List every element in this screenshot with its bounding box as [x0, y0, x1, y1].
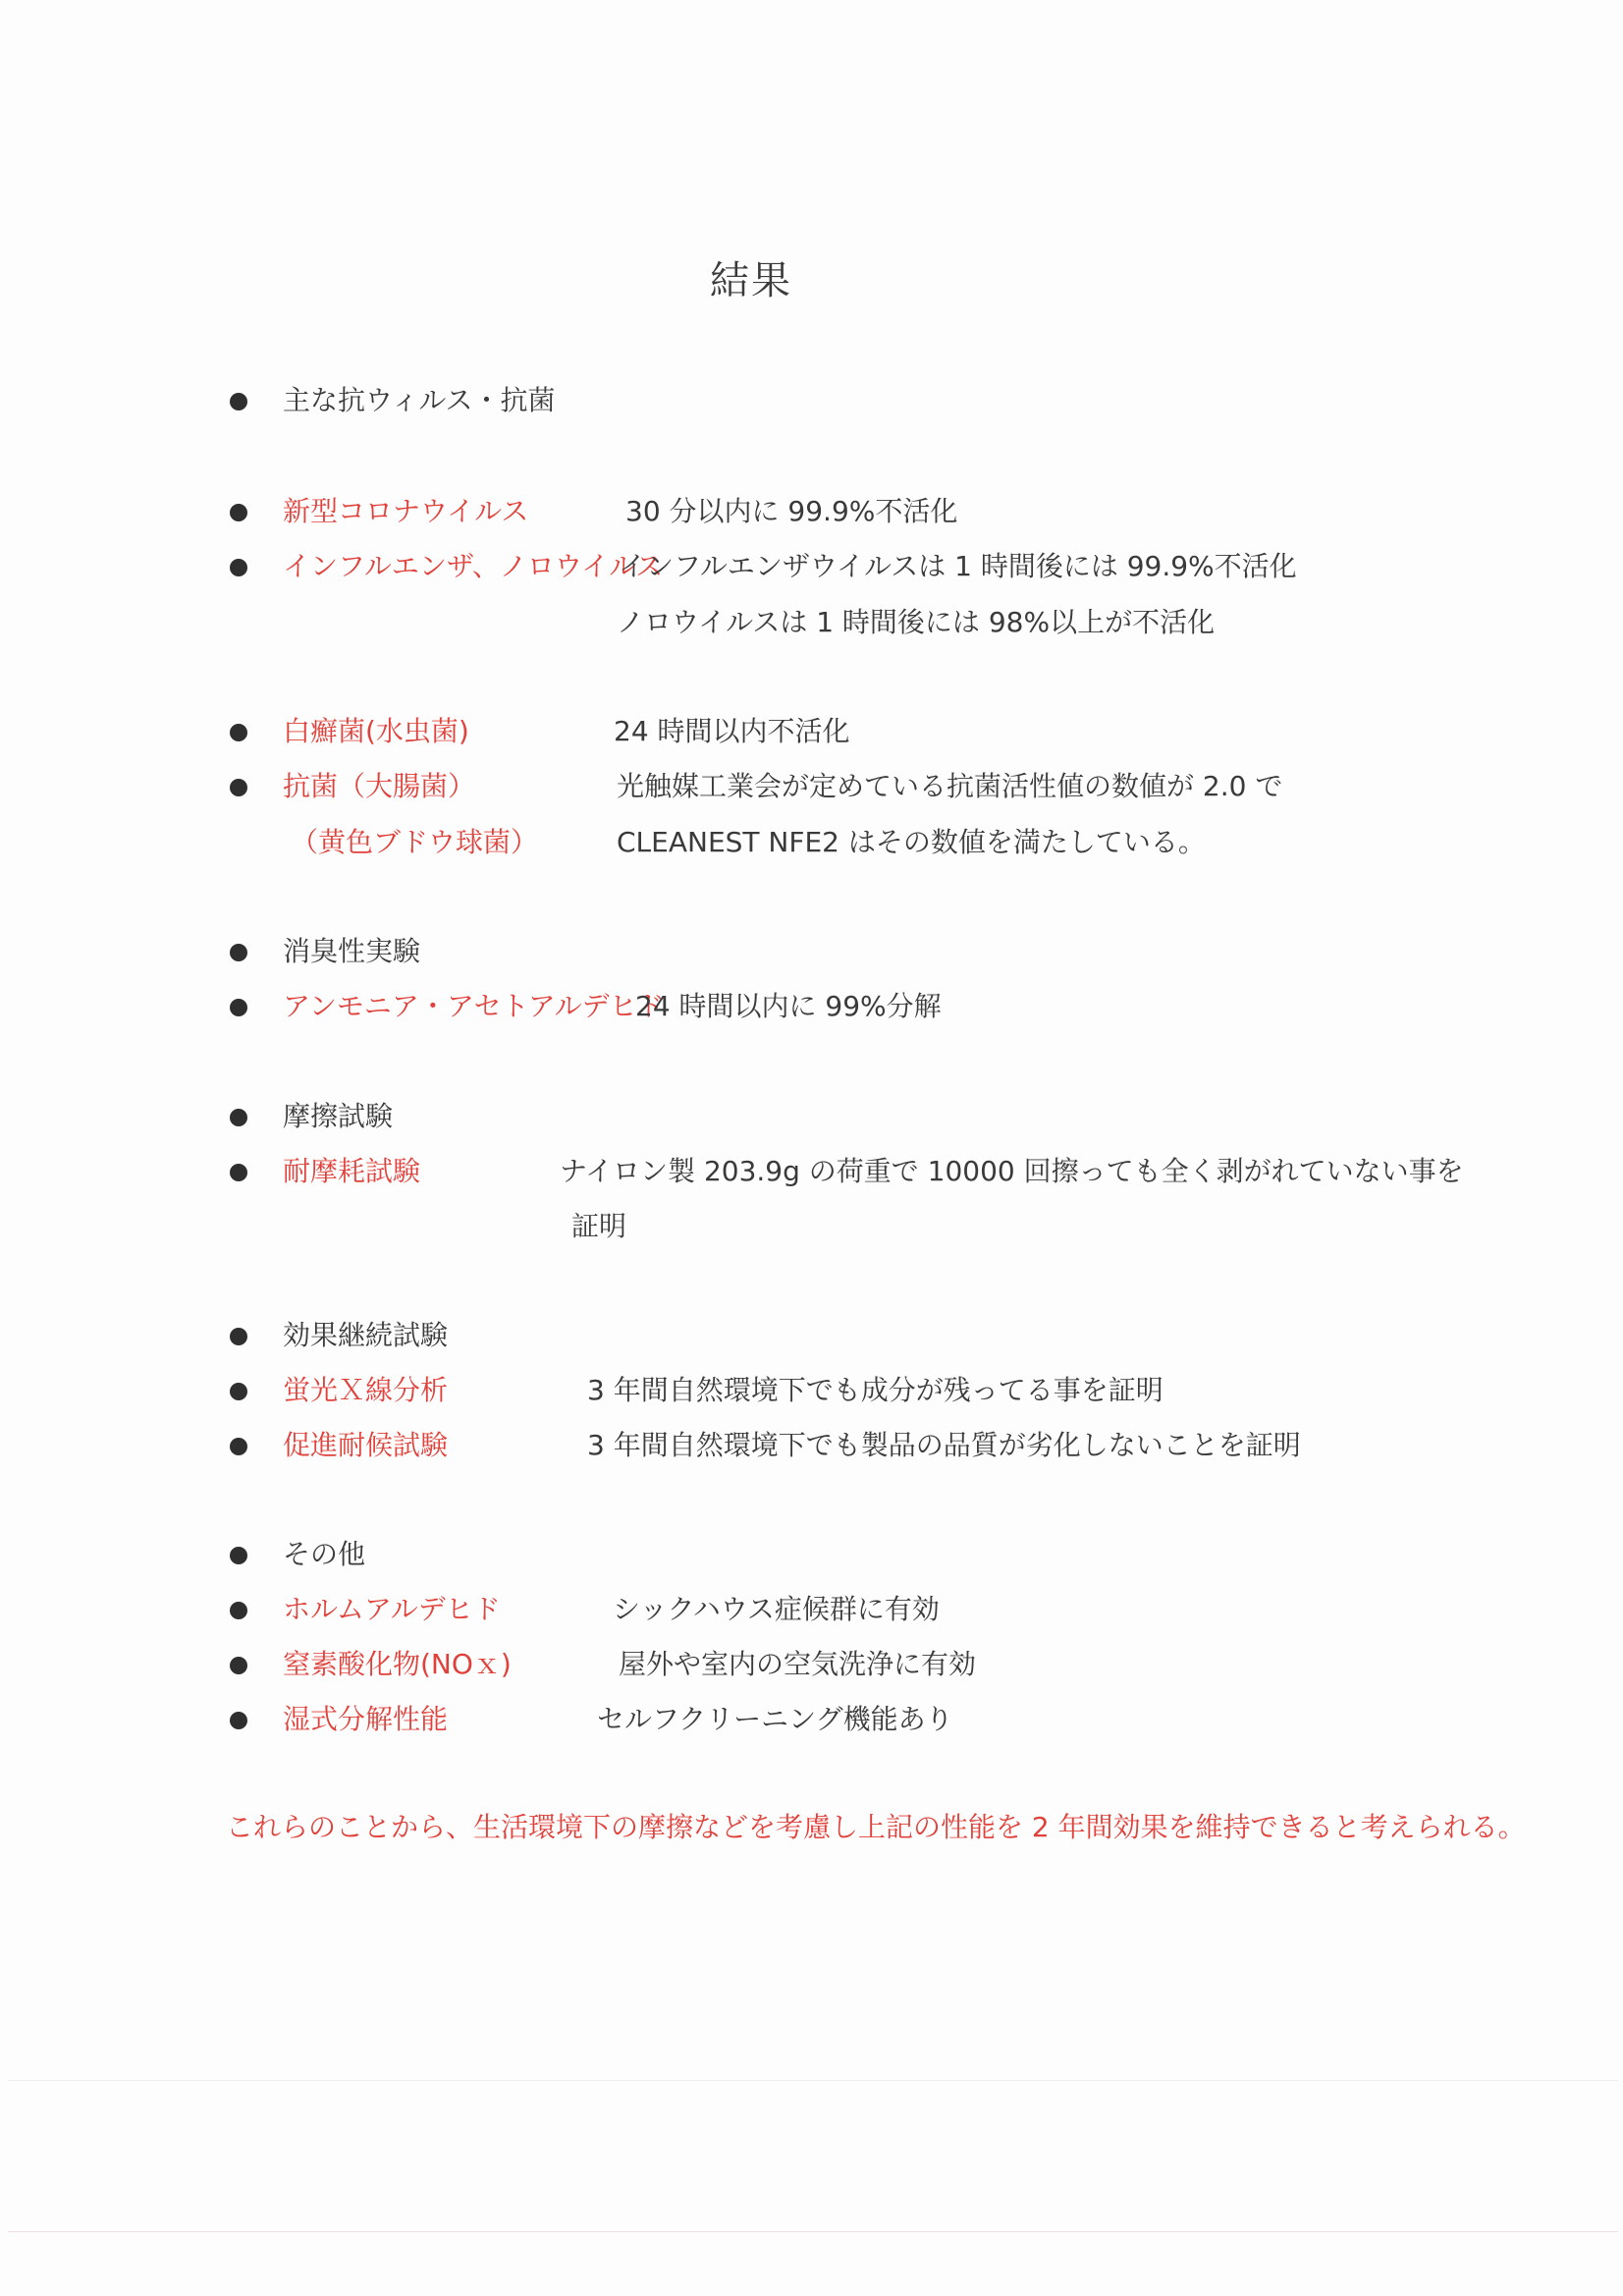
- item-label-covid: 新型コロナウイルス: [283, 495, 529, 527]
- item-desc-abrasion: ナイロン製 203.9g の荷重で 10000 回擦っても全く剥がれていない事を: [560, 1155, 1464, 1187]
- item-desc-trichophyton: 24 時間以内不活化: [614, 715, 850, 747]
- item-desc-xray: 3 年間自然環境下でも成分が残ってる事を証明: [587, 1374, 1163, 1406]
- item-desc-influenza: インフルエンザウイルスは 1 時間後には 99.9%不活化: [619, 550, 1297, 582]
- bullet-icon: [230, 1109, 247, 1126]
- bullet-icon: [230, 1657, 247, 1674]
- page-title: 結果: [710, 258, 792, 303]
- item-desc-abrasion-2: 証明: [571, 1210, 627, 1242]
- scan-line-divider: [8, 2080, 1618, 2081]
- item-label-formaldehyde: ホルムアルデヒド: [283, 1593, 501, 1625]
- section-heading-friction: 摩擦試験: [283, 1100, 394, 1132]
- item-label-weathering: 促進耐候試験: [283, 1429, 449, 1461]
- item-label-influenza: インフルエンザ、ノロウイルス: [283, 550, 664, 582]
- bullet-icon: [230, 1328, 247, 1345]
- item-desc-formaldehyde: シックハウス症候群に有効: [613, 1593, 940, 1625]
- item-label-antibacterial: 抗菌（大腸菌）: [283, 770, 476, 802]
- section-heading-other: その他: [283, 1538, 366, 1570]
- section-heading-deodorant: 消臭性実験: [283, 935, 421, 967]
- item-label-ammonia: アンモニア・アセトアルデヒド: [283, 990, 665, 1022]
- bullet-icon: [230, 1602, 247, 1619]
- bullet-icon: [230, 1547, 247, 1564]
- bullet-icon: [230, 559, 247, 576]
- item-desc-ammonia: 24 時間以内に 99%分解: [635, 990, 942, 1022]
- item-label-nox: 窒素酸化物(NOｘ): [283, 1648, 512, 1680]
- item-label-trichophyton: 白癬菌(水虫菌): [283, 715, 469, 747]
- bullet-icon: [230, 1164, 247, 1181]
- item-desc-covid: 30 分以内に 99.9%不活化: [625, 495, 958, 527]
- item-desc-wet-decomposition: セルフクリーニング機能あり: [597, 1703, 953, 1735]
- item-label-abrasion: 耐摩耗試験: [283, 1155, 421, 1187]
- bullet-icon: [230, 944, 247, 961]
- section-heading-antiviral: 主な抗ウィルス・抗菌: [283, 384, 556, 416]
- item-desc-antibacterial: 光触媒工業会が定めている抗菌活性値の数値が 2.0 で: [617, 770, 1283, 802]
- section-heading-durability: 効果継続試験: [283, 1319, 449, 1351]
- bullet-icon: [230, 1383, 247, 1400]
- bullet-icon: [230, 1712, 247, 1729]
- bullet-icon: [230, 999, 247, 1016]
- bullet-icon: [230, 1438, 247, 1455]
- bullet-icon: [230, 779, 247, 796]
- item-desc-cleanest: CLEANEST NFE2 はその数値を満たしている。: [617, 826, 1206, 858]
- bullet-icon: [230, 724, 247, 741]
- item-desc-norovirus: ノロウイルスは 1 時間後には 98%以上が不活化: [617, 606, 1216, 638]
- item-label-wet-decomposition: 湿式分解性能: [283, 1703, 449, 1735]
- conclusion-text: これらのことから、生活環境下の摩擦などを考慮し上記の性能を 2 年間効果を維持できると考えられる。: [226, 1811, 1526, 1843]
- bullet-icon: [230, 393, 247, 410]
- item-desc-nox: 屋外や室内の空気洗浄に有効: [619, 1648, 977, 1680]
- item-desc-weathering: 3 年間自然環境下でも製品の品質が劣化しないことを証明: [587, 1429, 1301, 1461]
- item-label-staphylococcus: （黄色ブドウ球菌）: [291, 826, 539, 858]
- bullet-icon: [230, 504, 247, 521]
- scan-line-divider: [8, 2231, 1618, 2232]
- item-label-xray: 蛍光Ｘ線分析: [283, 1374, 449, 1406]
